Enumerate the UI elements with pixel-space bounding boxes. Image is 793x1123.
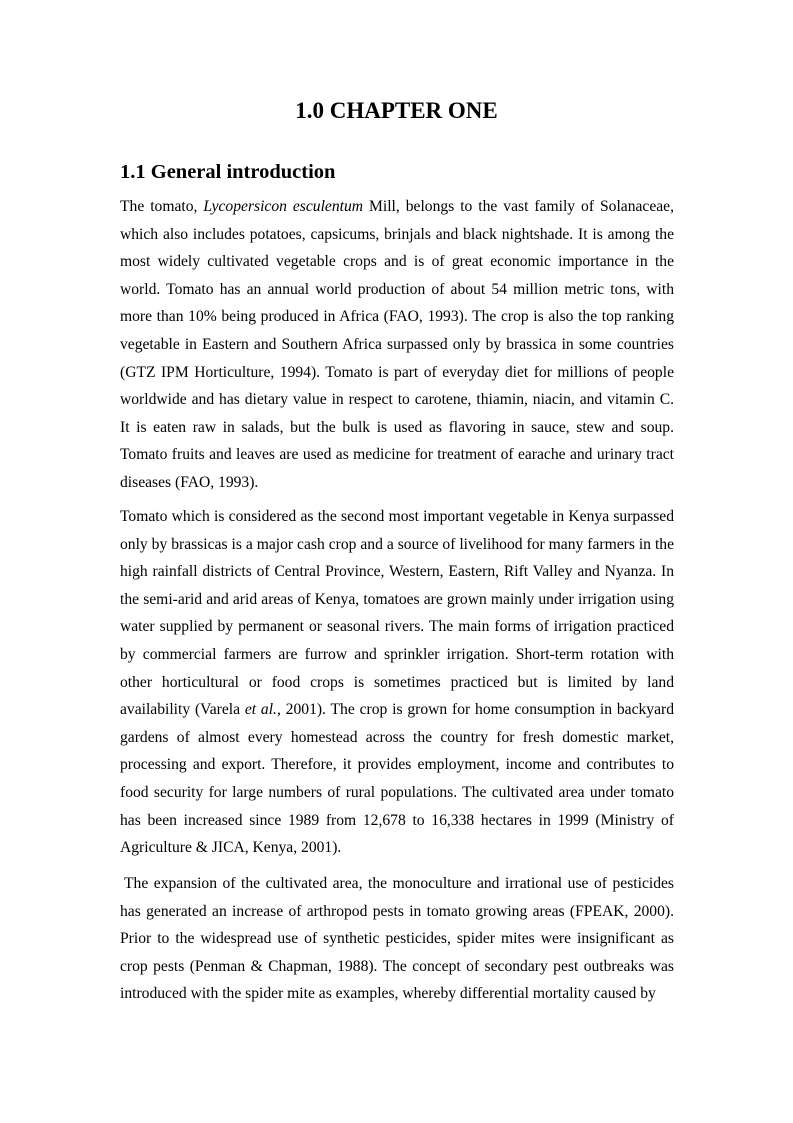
paragraph-1 <box>120 193 674 497</box>
et-al-citation: et al. <box>244 701 277 719</box>
section-heading: 1.1 General introduction <box>120 161 336 183</box>
paragraph-2-text-a: Tomato which is considered as the second most important vegetable in Kenya surpassed only by brassicas is a major cash crop and a source of livelihood for many farmers in the high rainfall districts of Central Province, Western, Eastern, Rift Valley and Nyanza. In the semi-arid and arid areas of Kenya, tomatoes are grown mainly under irrigation using water supplied by permanent or seasonal rivers. The main forms of irrigation practiced by commercial farmers are furrow and sprinkler irrigation. Short-term rotation with other horticultural or food crops is sometimes practiced but is limited by land availability (Varela <box>120 508 674 719</box>
species-name: Lycopersicon esculentum <box>203 198 364 215</box>
paragraph-3: The expansion of the cultivated area, the monoculture and irrational use of pesticides has generated an increase of arthropod pests in tomato growing areas (FPEAK, 2000). Prior to the widespread use of synthetic pesticides, spider mites were insignificant as crop pests (Penman & Chapman, 1988). The concept of secondary pest outbreaks was introduced with the spider mite as examples, whereby differential mortality caused by <box>120 875 674 1003</box>
chapter-title: 1.0 CHAPTER ONE <box>295 98 498 123</box>
paragraph-1-text-a: The tomato, <box>120 198 204 215</box>
paragraph-1-text-b: Mill, belongs to the vast family of Solanaceae, which also includes potatoes, capsicums, brinjals and black nightshade. It is among the most widely cultivated vegetable crops and is of great economic importance in the world. Tomato has an annual world production of about 54 million metric tons, with more than 10% being produced in Africa (FAO, 1993). The crop is also the top ranking vegetable in Eastern and Southern Africa surpassed only by brassica in some countries (GTZ IPM Horticulture, 1994). Tomato is part of everyday diet for millions of people worldwide and has dietary value in respect to carotene, thiamin, niacin, and vitamin C. It is eaten raw in salads, but the bulk is used as flavoring in sauce, stew and soup. Tomato fruits and leaves are used as medicine for treatment of earache and urinary tract diseases (FAO, 1993). <box>120 198 675 491</box>
paragraph-2 <box>120 503 674 862</box>
paragraph-2-text-b: , 2001). The crop is grown for home consumption in backyard gardens of almost every homestead across the country for fresh domestic market, processing and export. Therefore, it provides employment, income and contributes to food security for large numbers of rural populations. The cultivated area under tomato has been increased since 1989 from 12,678 to 16,338 hectares in 1999 (Ministry of Agriculture & JICA, Kenya, 2001). <box>120 701 674 857</box>
